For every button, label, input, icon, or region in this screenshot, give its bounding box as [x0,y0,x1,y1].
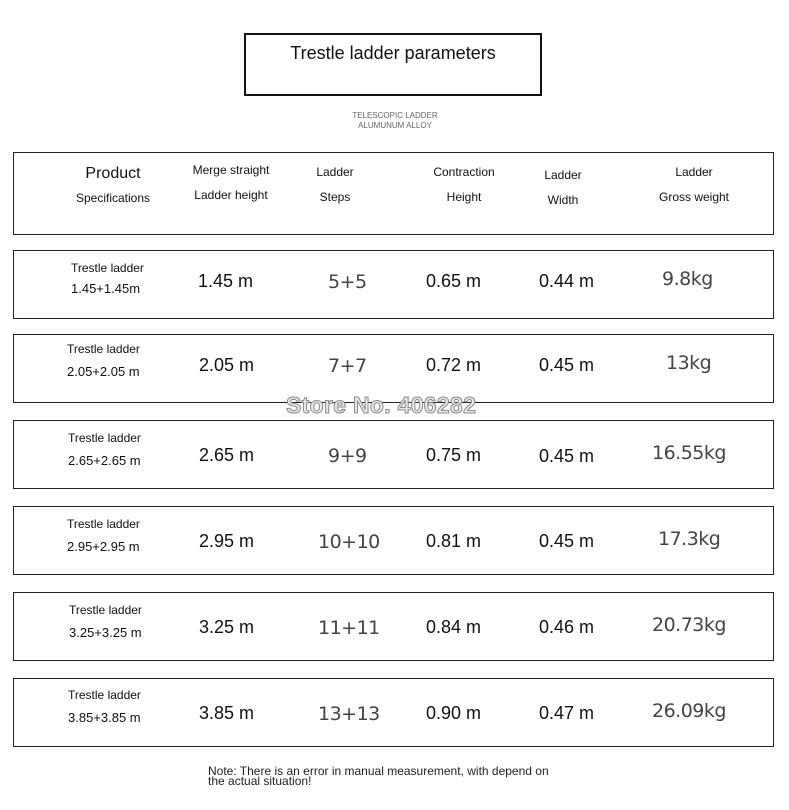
row-merge-height: 3.85 m [199,703,255,723]
store-watermark: Store No. 406282 [286,392,477,418]
subtitle-line-2: ALUMUNUM ALLOY [358,121,432,130]
row-size: 3.85+3.85 m [68,710,141,725]
row-size: 2.65+2.65 m [68,453,141,468]
header-weight [644,165,744,204]
row-name: Trestle ladder [71,261,144,275]
header-product [58,165,168,205]
header-product-line-2: Specifications [75,191,151,205]
row-merge-height: 2.05 m [199,355,255,375]
header-width-line-1: Ladder [544,168,582,182]
row-width: 0.45 m [539,446,595,466]
row-size: 2.05+2.05 m [67,364,140,379]
note-line-2: the actual situation! [208,774,312,788]
row-size: 3.25+3.25 m [69,625,142,640]
row-weight: 16.55kg [652,442,726,464]
header-weight-line-1: Ladder [675,165,713,179]
row-name: Trestle ladder [69,603,142,617]
table-row [13,250,774,319]
header-width-line-2: Width [547,193,579,207]
page-title: Trestle ladder parameters [290,43,496,63]
row-merge-height: 1.45 m [198,271,254,291]
header-contraction-line-1: Contraction [433,165,495,179]
header-merge [176,163,286,202]
row-width: 0.44 m [539,271,595,291]
header-weight-line-2: Gross weight [658,190,730,204]
row-name: Trestle ladder [68,688,141,702]
subtitle-line-1: TELESCOPIC LADDER [352,111,438,120]
table-row [13,592,774,661]
header-row [13,152,774,235]
row-size: 2.95+2.95 m [67,539,140,554]
row-merge-height: 2.95 m [199,531,255,551]
table-row [13,506,774,575]
row-weight: 13kg [666,352,712,374]
row-contraction-height: 0.65 m [426,271,482,291]
row-spec [69,603,142,640]
header-width [528,168,598,207]
header-contraction [419,165,509,204]
row-weight: 26.09kg [652,700,726,722]
row-spec [68,431,141,468]
row-merge-height: 3.25 m [199,617,255,637]
row-steps: 7+7 [328,355,367,377]
row-contraction-height: 0.75 m [426,445,482,465]
row-width: 0.45 m [539,355,595,375]
header-merge-line-2: Ladder height [194,188,268,202]
row-contraction-height: 0.72 m [426,355,482,375]
header-steps-line-1: Ladder [316,165,354,179]
row-spec [67,342,140,379]
header-merge-line-1: Merge straight [192,163,270,177]
header-product-line-1: Product [85,165,141,182]
subtitle [300,111,490,131]
row-steps: 11+11 [318,617,380,639]
row-size: 1.45+1.45m [71,281,141,296]
row-width: 0.47 m [539,703,595,723]
row-merge-height: 2.65 m [199,445,255,465]
row-width: 0.45 m [539,531,595,551]
row-name: Trestle ladder [67,342,140,356]
row-contraction-height: 0.81 m [426,531,482,551]
row-width: 0.46 m [539,617,595,637]
row-name: Trestle ladder [68,431,141,445]
note-line-1: Note: There is an error in manual measurement, with depend on [208,764,549,778]
row-contraction-height: 0.90 m [426,703,482,723]
row-weight: 9.8kg [662,268,713,290]
row-steps: 9+9 [328,445,367,467]
table-row [13,678,774,747]
measurement-note [208,766,568,786]
row-steps: 10+10 [318,531,380,553]
row-steps: 13+13 [318,703,380,725]
header-steps [300,165,370,204]
table-row [13,420,774,489]
row-steps: 5+5 [328,271,367,293]
title-box [244,33,542,96]
row-spec [67,517,140,554]
row-spec [71,261,144,296]
row-contraction-height: 0.84 m [426,617,482,637]
header-steps-line-2: Steps [319,190,351,204]
header-contraction-line-2: Height [446,190,482,204]
row-weight: 17.3kg [658,528,721,550]
row-name: Trestle ladder [67,517,140,531]
row-spec [68,688,141,725]
row-weight: 20.73kg [652,614,726,636]
